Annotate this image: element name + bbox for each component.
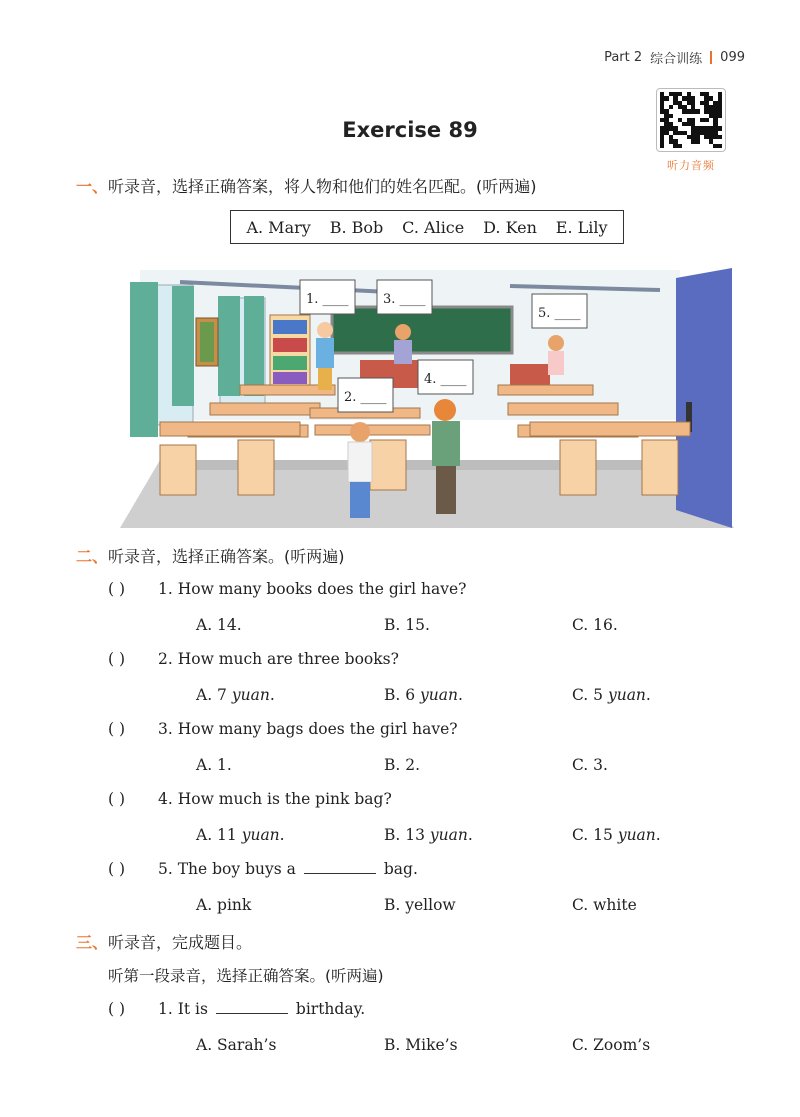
answer-paren[interactable]: ( ) [108, 860, 126, 878]
section-text: 听录音，选择正确答案。(听两遍) [108, 547, 345, 566]
option-num: A. 11 [196, 826, 242, 844]
question-row [108, 860, 418, 878]
option-unit: yuan [241, 826, 280, 844]
option-unit: yuan [420, 686, 459, 704]
option-c: C. white [572, 896, 637, 914]
exercise-title: Exercise 89 [342, 118, 478, 142]
question-row [108, 1000, 365, 1018]
name-option: E. Lily [555, 217, 608, 237]
qr-caption: 听力音频 [667, 159, 715, 172]
option-b [384, 686, 463, 704]
question-text: 2. How much are three books? [158, 650, 399, 668]
fill-blank[interactable] [216, 1013, 288, 1014]
option-num: B. 6 [384, 686, 421, 704]
section-2-heading [76, 544, 345, 567]
option-c: C. 3. [572, 756, 608, 774]
name-option: D. Ken [483, 217, 537, 237]
option-b: B. 15. [384, 616, 430, 634]
name-option: C. Alice [402, 217, 465, 237]
option-unit: yuan [617, 826, 656, 844]
answer-paren[interactable]: ( ) [108, 650, 126, 668]
question-row [108, 580, 466, 598]
option-a [196, 686, 275, 704]
option-c [572, 686, 651, 704]
option-dot: . [655, 826, 661, 844]
header-divider [710, 51, 712, 64]
section-text: 听录音，完成题目。 [108, 933, 253, 952]
question-text-pre: 1. It is [158, 1000, 208, 1018]
header-part: Part 2 [604, 50, 643, 65]
question-text-post: birthday. [295, 1000, 366, 1018]
option-c [572, 826, 661, 844]
option-dot: . [645, 686, 651, 704]
answer-paren[interactable]: ( ) [108, 1000, 126, 1018]
fill-blank[interactable] [304, 873, 376, 874]
scene-label-2: 2. ____ [344, 390, 387, 405]
option-unit: yuan [429, 826, 468, 844]
page-number: 099 [720, 50, 745, 65]
option-dot: . [458, 686, 463, 704]
question-text: 3. How many bags does the girl have? [158, 720, 458, 738]
option-a: A. 14. [196, 616, 242, 634]
scene-label-5: 5. ____ [538, 306, 581, 321]
section-3-heading [76, 930, 252, 953]
option-b: B. Mike’s [384, 1036, 458, 1054]
option-dot: . [269, 686, 275, 704]
option-dot: . [279, 826, 285, 844]
answer-paren[interactable]: ( ) [108, 580, 126, 598]
name-option: B. Bob [329, 217, 384, 237]
child-figure [316, 322, 334, 390]
question-text: 4. How much is the pink bag? [158, 790, 392, 808]
scene-label-3: 3. ____ [383, 292, 426, 307]
option-b [384, 826, 473, 844]
scene-label-4: 4. ____ [424, 372, 467, 387]
page-header [604, 48, 745, 67]
option-a: A. Sarah’s [196, 1036, 277, 1054]
section-number: 二、 [76, 547, 109, 566]
option-a: A. 1. [196, 756, 232, 774]
header-section: 综合训练 [650, 52, 703, 67]
answer-paren[interactable]: ( ) [108, 790, 126, 808]
names-box [230, 210, 624, 244]
question-text: 1. How many books does the girl have? [158, 580, 467, 598]
scene-label-1: 1. ____ [306, 292, 349, 307]
option-unit: yuan [231, 686, 270, 704]
option-num: C. 15 [572, 826, 618, 844]
answer-paren[interactable]: ( ) [108, 720, 126, 738]
option-c: C. 16. [572, 616, 618, 634]
question-row [108, 720, 458, 738]
question-row [108, 650, 399, 668]
section-text: 听录音，选择正确答案，将人物和他们的姓名匹配。(听两遍) [108, 177, 537, 196]
option-b: B. yellow [384, 896, 456, 914]
section-number: 三、 [76, 933, 109, 952]
option-num: C. 5 [572, 686, 608, 704]
section-1-heading [76, 174, 537, 197]
option-num: B. 13 [384, 826, 430, 844]
question-text-post: bag. [383, 860, 418, 878]
option-a: A. pink [196, 896, 252, 914]
classroom-illustration [120, 260, 734, 532]
option-c: C. Zoom’s [572, 1036, 651, 1054]
sub-instruction: 听第一段录音，选择正确答案。(听两遍) [108, 967, 384, 985]
option-a [196, 826, 285, 844]
question-text-pre: 5. The boy buys a [158, 860, 296, 878]
option-unit: yuan [607, 686, 646, 704]
question-row [108, 790, 392, 808]
option-b: B. 2. [384, 756, 421, 774]
option-dot: . [467, 826, 473, 844]
name-option: A. Mary [246, 217, 311, 237]
section-number: 一、 [76, 177, 109, 196]
option-num: A. 7 [196, 686, 232, 704]
